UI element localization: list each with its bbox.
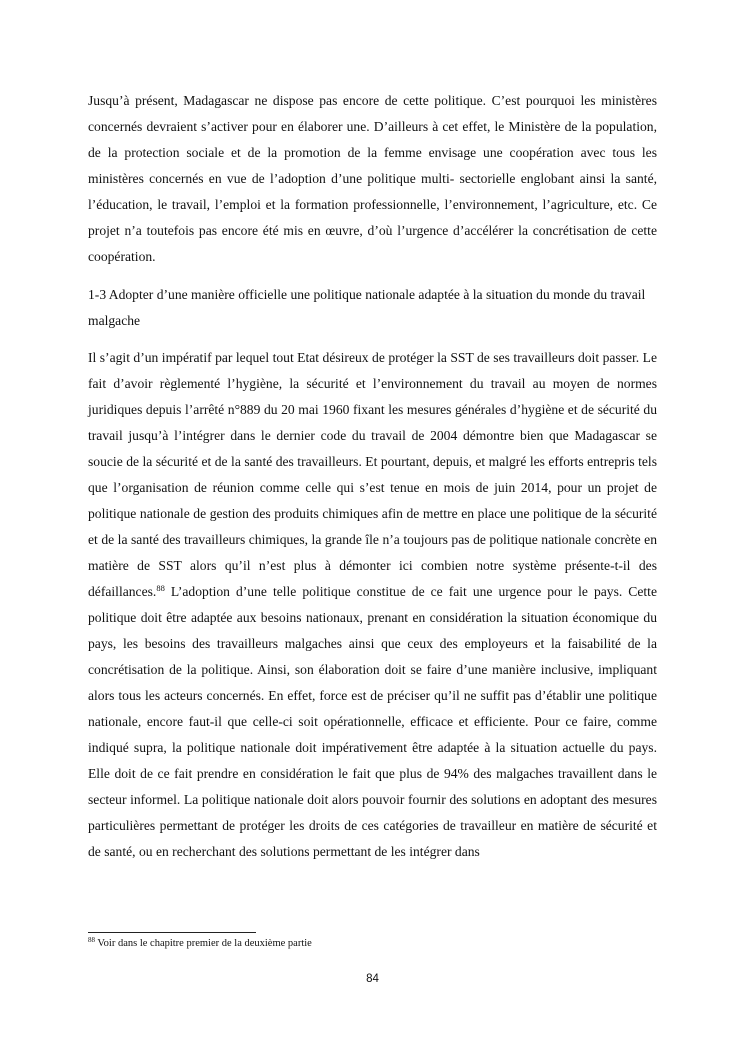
paragraph-text-part: L’adoption d’une telle politique constitue de ce fait une urgence pour le pays. Cette politique doit être adaptée aux besoins nationaux, prenant en considération la situation économique du pays, les besoins des travailleurs malgaches ainsi que ceux des employeurs et la faisabilité de la concrétisation de la politique. Ainsi, son élaboration doit se faire d’une manière inclusive, impliquant alors tous les acteurs concernés. En effet, force est de préciser qu’il ne suffit pas d’établir une politique nationale, encore faut-il que celle-ci soit opérationnelle, efficace et efficiente. Pour ce faire, comme indiqué supra, la politique nationale doit impérativement être adaptée à la situation actuelle du pays. Elle doit de ce fait prendre en considération le fait que plus de 94% des malgaches travaillent dans le secteur informel. La politique nationale doit alors pouvoir fournir des solutions en adoptant des mesures particulières permettant de protéger les droits de ces catégories de travailleur en matière de sécurité et de santé, ou en recherchant des solutions permettant de les intégrer dans (88, 584, 657, 859)
section-heading (88, 282, 657, 334)
paragraph-text (88, 345, 657, 865)
paragraph-text-part: Il s’agit d’un impératif par lequel tout Etat désireux de protéger la SST de ses travailleurs doit passer. Le fait d’avoir règlementé l’hygiène, la sécurité et l’environnement du travail au moyen de normes juridiques depuis l’arrêté n°889 du 20 mai 1960 fixant les mesures générales d’hygiène et de sécurité du travail jusqu’à l’intégrer dans le dernier code du travail de 2004 démontre bien que Madagascar se soucie de la sécurité et de la santé des travailleurs. Et pourtant, depuis, et malgré les efforts entrepris tels que l’organisation de réunion comme celle qui s’est tenue en mois de juin 2014, pour un projet de politique nationale de gestion des produits chimiques afin de mettre en place une politique de la sécurité et de la santé des travailleurs chimiques, la grande île n’a toujours pas de politique nationale concrète en matière de SST alors qu’il n’est plus à démonter ici combien notre système présente-t-il des défaillances. (88, 350, 657, 599)
section-heading-text: 1-3 Adopter d’une manière officielle une politique nationale adaptée à la situation du monde du travail malgache (88, 287, 646, 328)
footnote-reference[interactable]: 88 (156, 583, 165, 593)
footnote-number: 88 (88, 936, 95, 944)
footnote-text: Voir dans le chapitre premier de la deuxième partie (95, 938, 312, 949)
footnote (88, 937, 657, 951)
page-number: 84 (366, 973, 379, 985)
footnote-separator (88, 932, 256, 933)
body-paragraph-1 (88, 88, 657, 270)
paragraph-text: Jusqu’à présent, Madagascar ne dispose pas encore de cette politique. C’est pourquoi les ministères concernés devraient s’activer pour en élaborer une. D’ailleurs à cet effet, le Ministère de la population, de la protection sociale et de la promotion de la femme envisage une coopération avec tous les ministères concernés en vue de l’adoption d’une politique multi- sectorielle englobant ainsi la santé, l’éducation, le travail, l’emploi et la formation professionnelle, l’environnement, l’agriculture, etc. Ce projet n’a toutefois pas encore été mis en œuvre, d’où l’urgence d’accélérer la concrétisation de cette coopération. (88, 93, 657, 264)
body-paragraph-2 (88, 345, 657, 865)
